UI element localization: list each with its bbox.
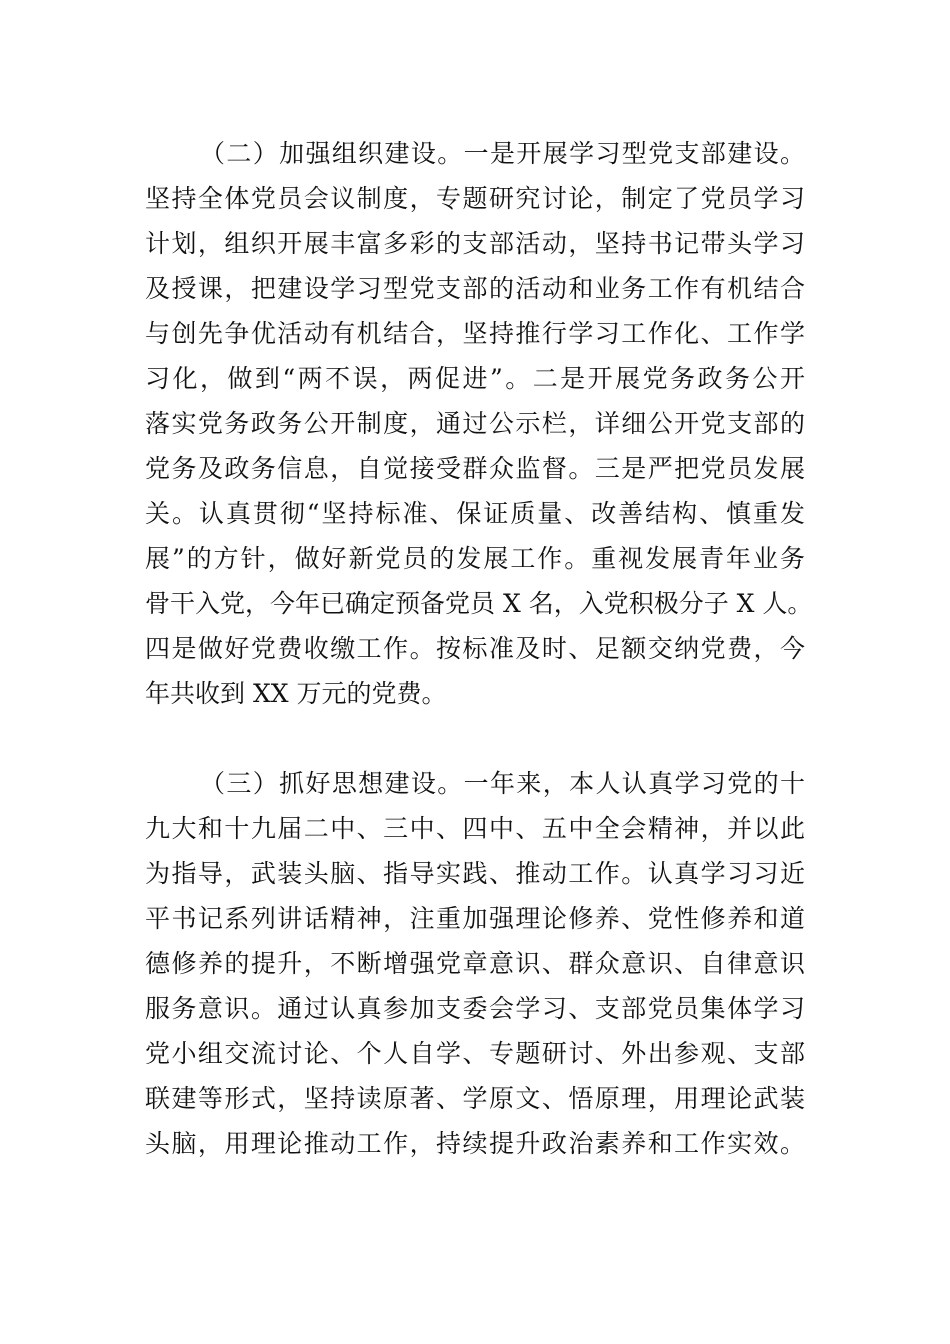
- paragraph-2-line-8: 联建等形式，坚持读原著、学原文、悟原理，用理论武装: [145, 1084, 805, 1113]
- paragraph-2-line-3: 为指导，武装头脑、指导实践、推动工作。认真学习习近: [145, 859, 805, 888]
- paragraph-1-line-5: 与创先争优活动有机结合，坚持推行学习工作化、工作学: [145, 319, 805, 348]
- paragraph-1-line-9: 关。认真贯彻“坚持标准、保证质量、改善结构、慎重发: [145, 499, 805, 528]
- paragraph-1-line-6: 习化，做到“两不误，两促进”。二是开展党务政务公开: [145, 364, 805, 393]
- paragraph-2-line-9: 头脑，用理论推动工作，持续提升政治素养和工作实效。: [145, 1129, 805, 1158]
- paragraph-1-line-10: 展”的方针，做好新党员的发展工作。重视发展青年业务: [145, 544, 805, 573]
- paragraph-2-line-7: 党小组交流讨论、个人自学、专题研讨、外出参观、支部: [145, 1039, 805, 1068]
- paragraph-1-line-3: 计划，组织开展丰富多彩的支部活动，坚持书记带头学习: [145, 229, 805, 258]
- paragraph-2-line-1: （三）抓好思想建设。一年来，本人认真学习党的十: [200, 769, 805, 798]
- paragraph-1-line-1: （二）加强组织建设。一是开展学习型党支部建设。: [200, 139, 805, 168]
- paragraph-1-line-11: 骨干入党，今年已确定预备党员 X 名，入党积极分子 X 人。: [145, 589, 813, 618]
- paragraph-2-line-6: 服务意识。通过认真参加支委会学习、支部党员集体学习: [145, 994, 805, 1023]
- paragraph-2-line-4: 平书记系列讲话精神，注重加强理论修养、党性修养和道: [145, 904, 805, 933]
- paragraph-1-line-8: 党务及政务信息，自觉接受群众监督。三是严把党员发展: [145, 454, 805, 483]
- paragraph-2-line-2: 九大和十九届二中、三中、四中、五中全会精神，并以此: [145, 814, 805, 843]
- paragraph-1-line-4: 及授课，把建设学习型党支部的活动和业务工作有机结合: [145, 274, 805, 303]
- paragraph-1-line-13: 年共收到 XX 万元的党费。: [145, 679, 447, 708]
- paragraph-1-line-2: 坚持全体党员会议制度，专题研究讨论，制定了党员学习: [145, 184, 805, 213]
- paragraph-1-line-12: 四是做好党费收缴工作。按标准及时、足额交纳党费，今: [145, 634, 805, 663]
- paragraph-2-line-5: 德修养的提升，不断增强党章意识、群众意识、自律意识: [145, 949, 805, 978]
- paragraph-1-line-7: 落实党务政务公开制度，通过公示栏，详细公开党支部的: [145, 409, 805, 438]
